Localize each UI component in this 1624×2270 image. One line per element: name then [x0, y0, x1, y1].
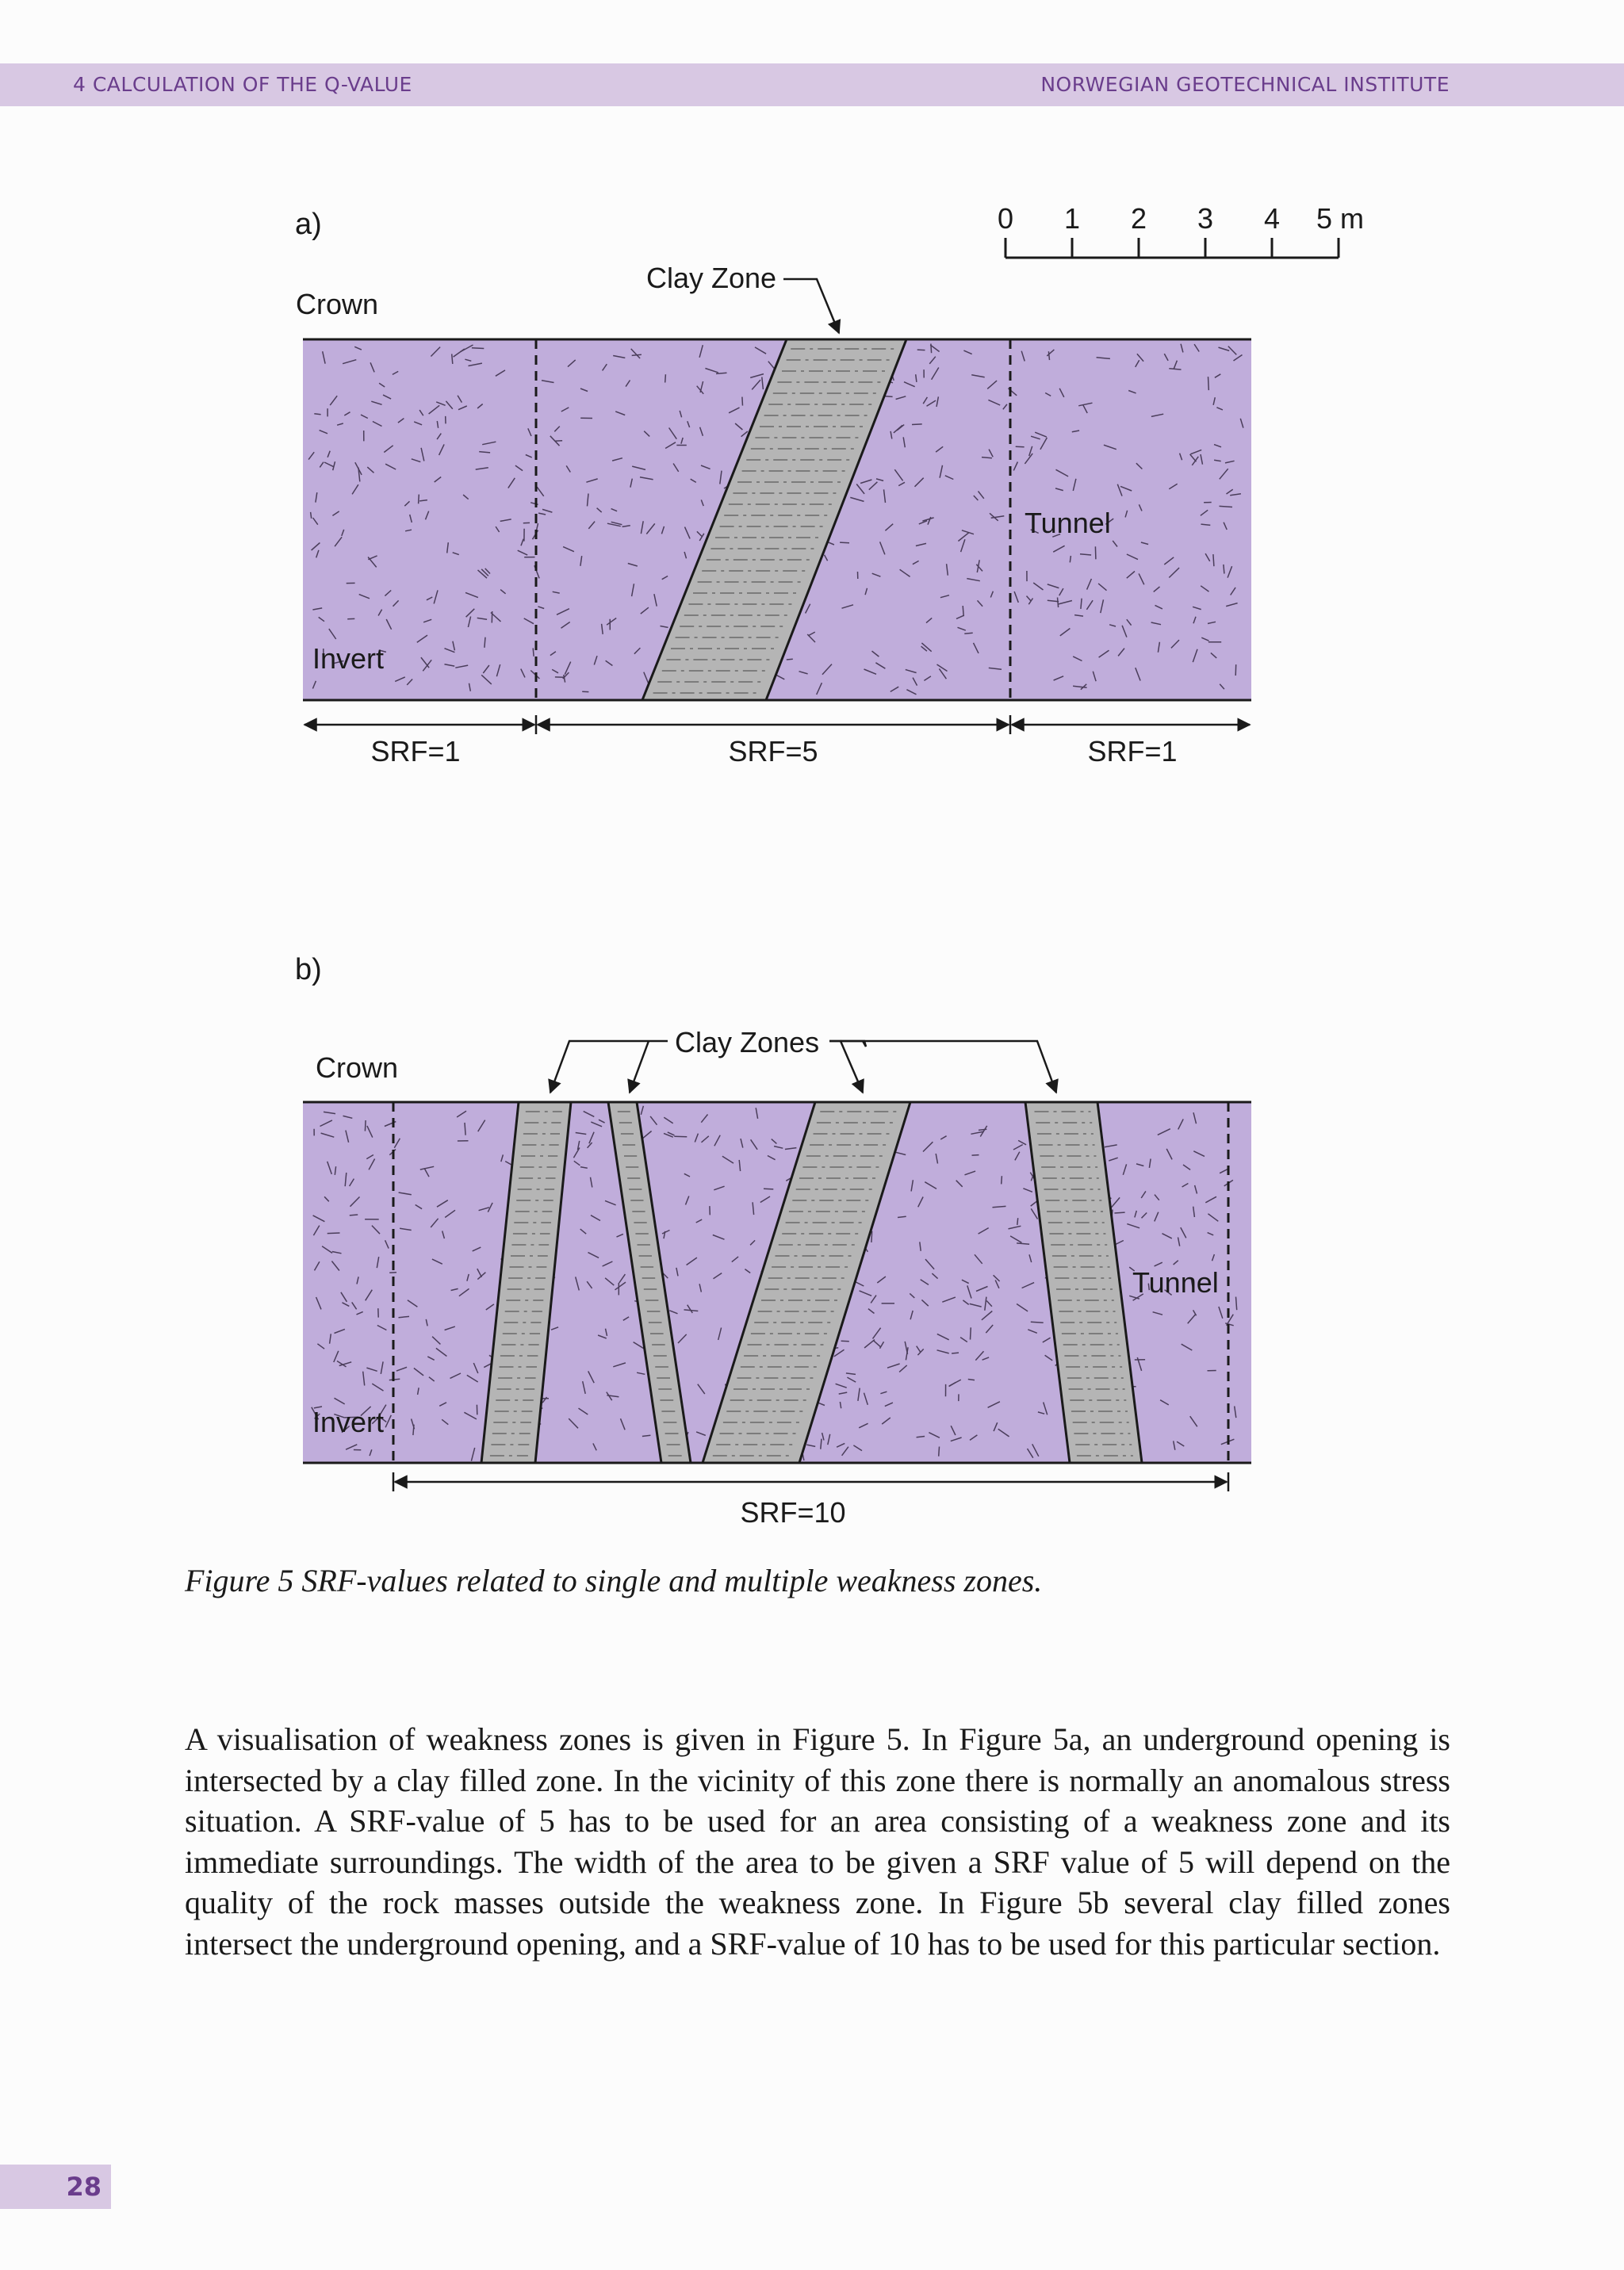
panel-label-a: a) [295, 208, 322, 241]
texture-dash [555, 441, 563, 442]
texture-dash [939, 1447, 940, 1457]
crown-label: Crown [316, 1051, 399, 1084]
scale-label: 1 [1063, 202, 1081, 235]
texture-dash [665, 374, 666, 382]
body-paragraph: A visualisation of weakness zones is given in Figure 5. In Figure 5a, an underground opening is intersected by a clay filled zone. In the vicinity of this zone there is normally an anomalous stress situation. A SRF-value of 5 has to be used for an area consisting of a weakness zone and its immediate surroundings. The width of the area to be given a SRF value of 5 will depend on the quality of the rock masses outside the weakness zone. In Figure 5b several clay filled zones intersect the underground opening, and a SRF-value of 10 has to be used for this particular section. [185, 1721, 1450, 1962]
srf-label: SRF=5 [728, 735, 818, 768]
texture-dash [871, 1231, 872, 1242]
scale-label: 5 m [1316, 202, 1365, 235]
texture-dash [1208, 377, 1209, 390]
invert-label: Invert [312, 1406, 385, 1438]
figure-a [295, 202, 1364, 768]
texture-dash [1016, 446, 1025, 447]
figure-b [295, 953, 1251, 1529]
texture-dash [841, 1341, 849, 1342]
clay-zone-label: Clay Zone [646, 262, 777, 294]
texture-dash [912, 424, 922, 425]
figure-caption: Figure 5 SRF-values related to single and multiple weakness zones. [185, 1563, 1043, 1598]
scale-label: 0 [997, 202, 1014, 235]
texture-dash [327, 1233, 340, 1234]
page-number-box [0, 2165, 111, 2209]
texture-dash [1017, 1218, 1018, 1225]
scale-bar [998, 202, 1364, 258]
texture-dash [1235, 664, 1236, 676]
texture-dash [885, 396, 893, 397]
texture-dash [742, 397, 743, 406]
srf-label: SRF=10 [740, 1496, 846, 1529]
crown-label: Crown [296, 288, 379, 320]
clay-zone-pointer [783, 279, 839, 333]
chapter-title: 4 CALCULATION OF THE Q-VALUE [73, 73, 412, 96]
texture-dash [787, 659, 793, 660]
texture-dash [931, 344, 932, 354]
invert-label: Invert [312, 642, 385, 675]
texture-dash [314, 414, 320, 415]
texture-dash [972, 1155, 979, 1156]
texture-dash [840, 542, 849, 543]
publisher-name: NORWEGIAN GEOTECHNICAL INSTITUTE [1040, 73, 1450, 96]
clay-zones-label: Clay Zones [675, 1026, 820, 1058]
scale-label: 3 [1197, 202, 1214, 235]
panel-label-b: b) [295, 953, 322, 986]
texture-dash [964, 633, 972, 634]
scale-label: 2 [1130, 202, 1147, 235]
page-number: 28 [66, 2172, 102, 2202]
texture-dash [533, 648, 534, 656]
scale-label: 4 [1263, 202, 1281, 235]
srf-label: SRF=1 [1087, 735, 1178, 768]
texture-dash [365, 1120, 366, 1131]
tunnel-label: Tunnel [1025, 507, 1111, 539]
tunnel-label: Tunnel [1132, 1266, 1219, 1299]
texture-dash [1213, 554, 1214, 566]
texture-dash [472, 348, 484, 349]
texture-dash [1095, 546, 1096, 559]
srf-label: SRF=1 [370, 735, 461, 768]
texture-dash [1114, 1212, 1124, 1213]
